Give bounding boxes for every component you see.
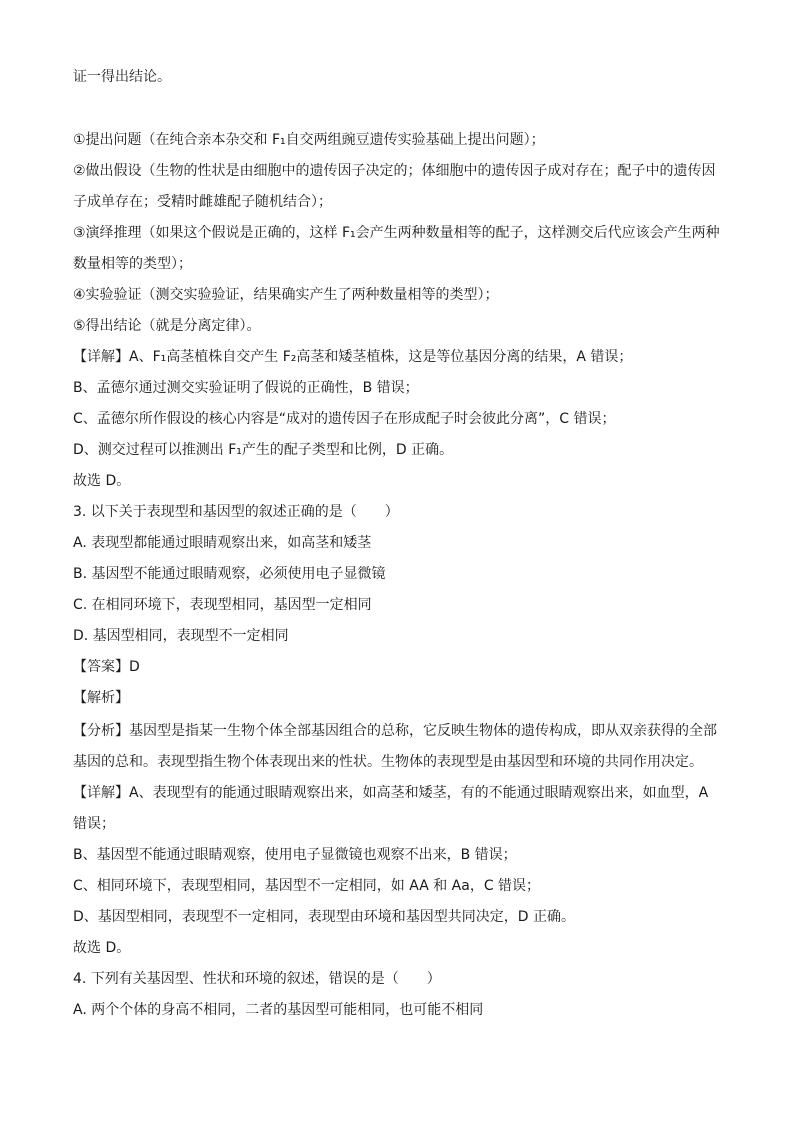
question-3-stem: 3. 以下关于表现型和基因型的叙述正确的是（ ） [73,504,399,520]
text-line: ②做出假设（生物的性状是由细胞中的遗传因子决定的；体细胞中的遗传因子成对存在；配子中的遗传因 [73,163,716,179]
option-b: B. 基因型不能通过眼睛观察，必须使用电子显微镜 [73,566,386,582]
analysis-line: 【分析】基因型是指某一生物个体全部基因组合的总称，它反映生物体的遗传构成，即从双亲获得的全部 [73,723,717,739]
detail-line: 【详解】A、F₁高茎植株自交产生 F₂高茎和矮茎植株，这是等位基因分离的结果，A 错误； [73,349,633,365]
text-line: 错误； [73,816,115,832]
text-line: C、相同环境下，表现型相同，基因型不一定相同，如 AA 和 Aa，C 错误； [73,878,541,894]
option-a: A. 两个个体的身高不相同，二者的基因型可能相同，也可能不相同 [73,1002,484,1018]
question-4-stem: 4. 下列有关基因型、性状和环境的叙述，错误的是（ ） [73,971,441,987]
text-line: C、孟德尔所作假设的核心内容是“成对的遗传因子在形成配子时会彼此分离”，C 错误； [73,411,616,427]
text-line: B、孟德尔通过测交实验证明了假说的正确性，B 错误； [73,380,419,396]
option-a: A. 表现型都能通过眼睛观察出来，如高茎和矮茎 [73,535,372,551]
analysis-heading: 【解析】 [73,690,129,706]
text-line: ③演绎推理（如果这个假说是正确的，这样 F₁会产生两种数量相等的配子，这样测交后代应该会产生两种 [73,225,720,241]
answer-line: 【答案】D [73,659,140,675]
option-d: D. 基因型相同，表现型不一定相同 [73,628,289,644]
detail-line: 【详解】A、表现型有的能通过眼睛观察出来，如高茎和矮茎，有的不能通过眼睛观察出来，如血型，A [73,785,709,801]
text-line: ⑤得出结论（就是分离定律）。 [73,318,261,334]
text-line: 数量相等的类型）； [73,256,192,272]
option-c: C. 在相同环境下，表现型相同，基因型一定相同 [73,597,372,613]
text-line: 故选 D。 [73,473,131,489]
text-line: 基因的总和。表现型指生物个体表现出来的性状。生物体的表现型是由基因型和环境的共同作用决定。 [73,754,703,770]
text-line: B、基因型不能通过眼睛观察，使用电子显微镜也观察不出来，B 错误； [73,847,517,863]
text-line: 子成单存在；受精时雌雄配子随机结合）； [73,194,332,210]
text-line: 故选 D。 [73,940,131,956]
text-line: 证一得出结论。 [73,69,171,85]
text-line: D、测交过程可以推测出 F₁产生的配子类型和比例，D 正确。 [73,442,454,458]
text-line: D、基因型相同，表现型不一定相同，表现型由环境和基因型共同决定，D 正确。 [73,909,576,925]
text-line: ①提出问题（在纯合亲本杂交和 F₁自交两组豌豆遗传实验基础上提出问题）； [73,132,545,148]
text-line: ④实验验证（测交实验验证，结果确实产生了两种数量相等的类型）； [73,287,499,303]
